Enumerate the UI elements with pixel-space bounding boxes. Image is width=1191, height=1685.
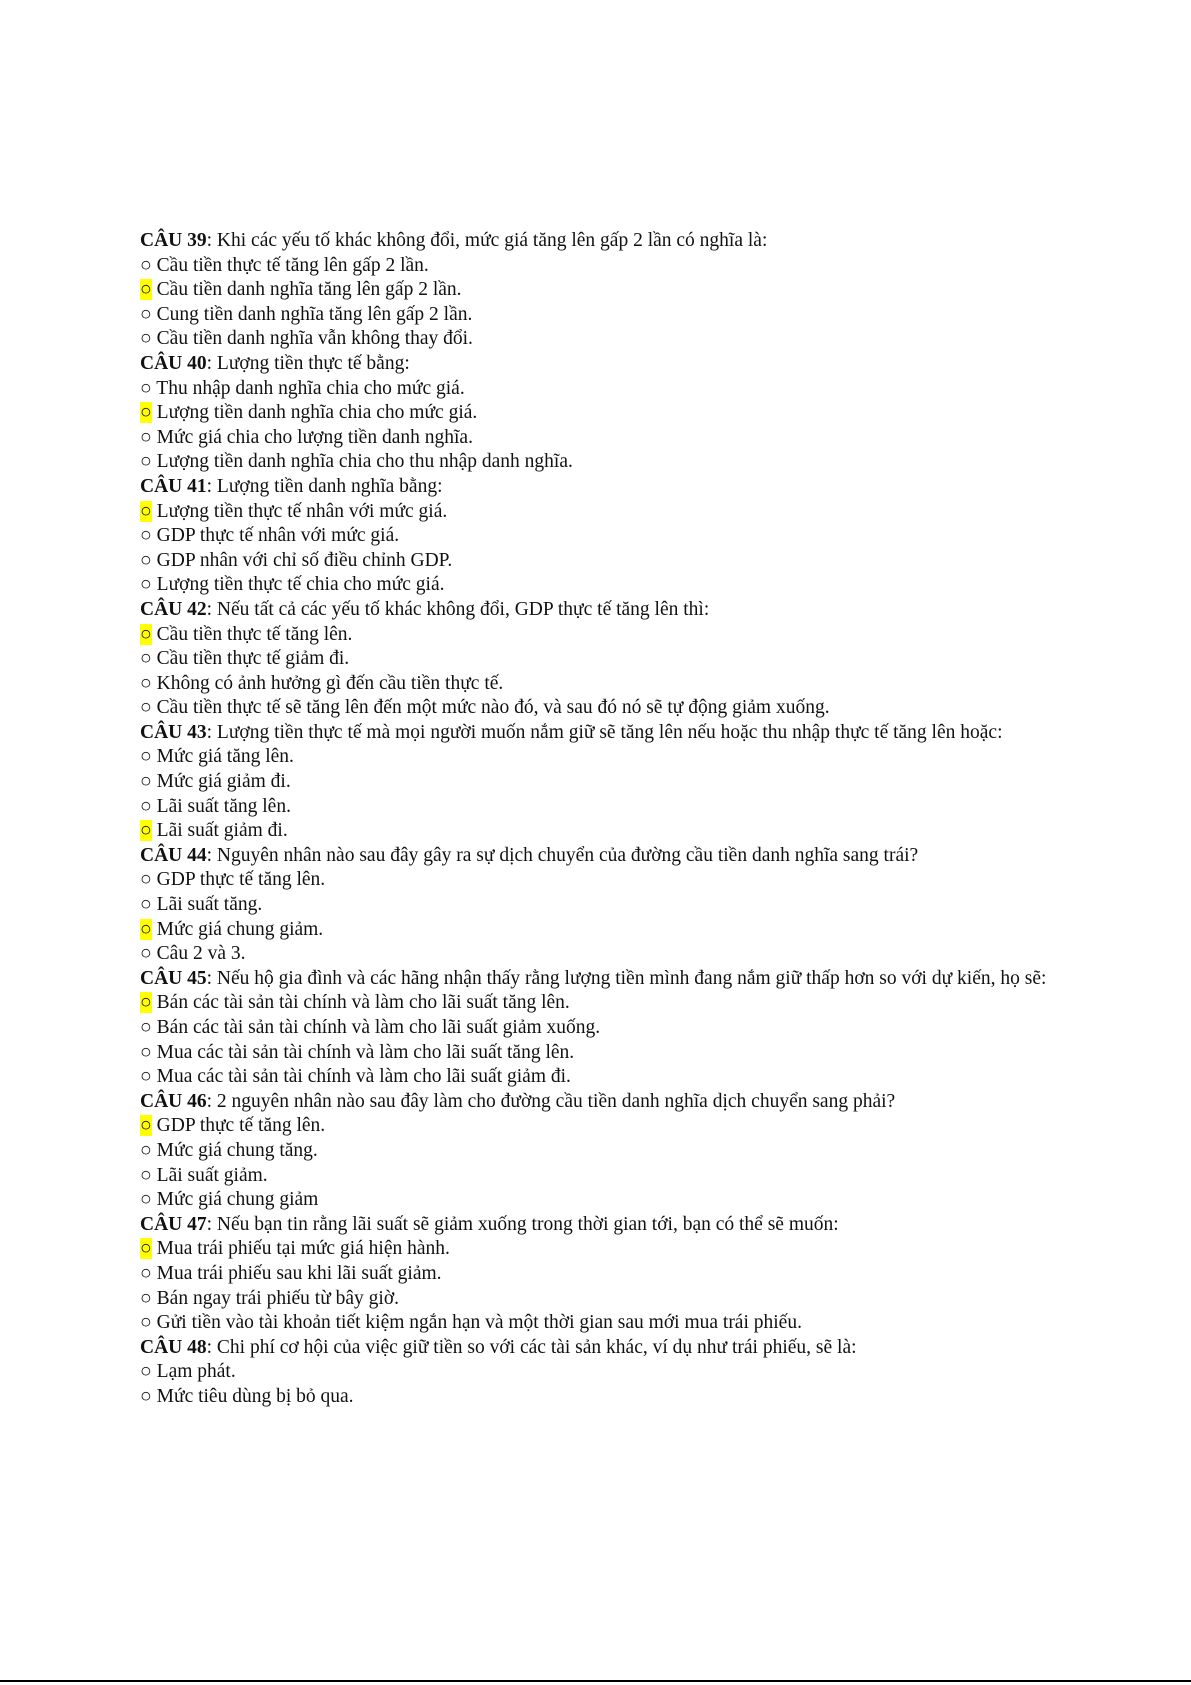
option-text: Mức giá chung giảm.	[151, 918, 324, 940]
answer-option	[140, 868, 1060, 893]
option-text: Bán các tài sản tài chính và làm cho lãi suất tăng lên.	[151, 992, 570, 1014]
circle-bullet-icon: ○	[140, 795, 152, 817]
answer-option	[140, 1287, 1060, 1312]
option-text: GDP thực tế tăng lên.	[151, 1115, 326, 1137]
option-text: Lãi suất tăng.	[151, 894, 263, 916]
circle-bullet-icon: ○	[140, 500, 152, 522]
option-text: Lạm phát.	[151, 1361, 236, 1383]
answer-option-correct	[140, 991, 1060, 1016]
option-text: Lãi suất tăng lên.	[151, 795, 291, 817]
circle-bullet-icon: ○	[140, 648, 152, 670]
question-text: : 2 nguyên nhân nào sau đây làm cho đường cầu tiền danh nghĩa dịch chuyển sang phải?	[206, 1090, 896, 1112]
answer-option	[140, 426, 1060, 451]
option-text: Gửi tiền vào tài khoản tiết kiệm ngắn hạn và một thời gian sau mới mua trái phiếu.	[151, 1312, 802, 1334]
circle-bullet-icon: ○	[140, 672, 152, 694]
option-text: GDP thực tế tăng lên.	[151, 869, 326, 891]
option-text: Mức giá chung giảm	[151, 1189, 319, 1211]
answer-option-correct	[140, 500, 1060, 525]
option-text: Cầu tiền danh nghĩa vẫn không thay đổi.	[151, 328, 473, 350]
option-text: Mức giá chung tăng.	[151, 1139, 318, 1161]
circle-bullet-icon: ○	[140, 377, 152, 399]
option-text: Mua trái phiếu sau khi lãi suất giảm.	[151, 1262, 442, 1284]
answer-option	[140, 647, 1060, 672]
circle-bullet-icon: ○	[140, 549, 152, 571]
answer-option	[140, 1139, 1060, 1164]
circle-bullet-icon: ○	[140, 623, 152, 645]
question-stem	[140, 229, 1060, 254]
answer-option	[140, 1385, 1060, 1410]
question-stem	[140, 352, 1060, 377]
circle-bullet-icon: ○	[140, 279, 152, 301]
option-text: Mức giá chia cho lượng tiền danh nghĩa.	[151, 426, 473, 448]
option-text: Cầu tiền danh nghĩa tăng lên gấp 2 lần.	[151, 279, 462, 301]
question-number: CÂU 39	[140, 230, 207, 251]
answer-option	[140, 450, 1060, 475]
question-text: : Nguyên nhân nào sau đây gây ra sự dịch chuyển của đường cầu tiền danh nghĩa sang trái?	[206, 844, 919, 866]
page-bottom-rule	[0, 1680, 1191, 1682]
question-stem	[140, 721, 1060, 746]
option-text: Lượng tiền thực tế chia cho mức giá.	[151, 574, 445, 596]
answer-option	[140, 254, 1060, 279]
circle-bullet-icon: ○	[140, 992, 152, 1014]
answer-option-correct	[140, 1237, 1060, 1262]
question-number: CÂU 46	[140, 1090, 207, 1112]
option-text: Lãi suất giảm đi.	[151, 820, 288, 842]
circle-bullet-icon: ○	[140, 426, 152, 448]
answer-option	[140, 745, 1060, 770]
option-text: Mua trái phiếu tại mức giá hiện hành.	[151, 1238, 450, 1260]
circle-bullet-icon: ○	[140, 1238, 152, 1260]
circle-bullet-icon: ○	[140, 771, 152, 793]
question-stem	[140, 1090, 1060, 1115]
option-text: Cầu tiền thực tế sẽ tăng lên đến một mức nào đó, và sau đó nó sẽ tự động giảm xuống.	[151, 697, 830, 719]
answer-option	[140, 942, 1060, 967]
circle-bullet-icon: ○	[140, 1115, 152, 1137]
circle-bullet-icon: ○	[140, 1189, 152, 1211]
question-number: CÂU 48	[140, 1336, 207, 1358]
question-number: CÂU 41	[140, 475, 207, 497]
answer-option	[140, 1311, 1060, 1336]
circle-bullet-icon: ○	[140, 894, 152, 916]
answer-option	[140, 1065, 1060, 1090]
question-number: CÂU 44	[140, 844, 207, 866]
option-text: Mua các tài sản tài chính và làm cho lãi suất tăng lên.	[151, 1041, 575, 1063]
option-text: Lượng tiền danh nghĩa chia cho thu nhập danh nghĩa.	[151, 451, 573, 473]
circle-bullet-icon: ○	[140, 525, 152, 547]
circle-bullet-icon: ○	[140, 1066, 152, 1088]
answer-option	[140, 327, 1060, 352]
answer-option-correct	[140, 918, 1060, 943]
question-number: CÂU 43	[140, 721, 207, 743]
question-text: : Lượng tiền thực tế mà mọi người muốn nắm giữ sẽ tăng lên nếu hoặc thu nhập thực tế tăng lên hoặc:	[206, 721, 1003, 743]
question-text: : Lượng tiền thực tế bằng:	[206, 352, 410, 374]
circle-bullet-icon: ○	[140, 1287, 152, 1309]
answer-option	[140, 672, 1060, 697]
option-text: GDP thực tế nhân với mức giá.	[151, 525, 400, 547]
option-text: GDP nhân với chỉ số điều chỉnh GDP.	[151, 549, 453, 571]
answer-option	[140, 795, 1060, 820]
option-text: Cung tiền danh nghĩa tăng lên gấp 2 lần.	[151, 303, 473, 325]
question-text: : Khi các yếu tố khác không đổi, mức giá tăng lên gấp 2 lần có nghĩa là:	[206, 230, 768, 251]
circle-bullet-icon: ○	[140, 402, 152, 424]
document-body	[140, 229, 1060, 1410]
circle-bullet-icon: ○	[140, 451, 152, 473]
option-text: Bán ngay trái phiếu từ bây giờ.	[151, 1287, 400, 1309]
circle-bullet-icon: ○	[140, 1385, 152, 1407]
option-text: Lượng tiền danh nghĩa chia cho mức giá.	[151, 402, 478, 424]
question-number: CÂU 40	[140, 352, 207, 374]
option-text: Không có ảnh hưởng gì đến cầu tiền thực tế.	[151, 672, 504, 694]
answer-option	[140, 696, 1060, 721]
option-text: Câu 2 và 3.	[151, 943, 246, 965]
question-stem	[140, 967, 1060, 992]
question-text: : Nếu bạn tin rằng lãi suất sẽ giảm xuống trong thời gian tới, bạn có thể sẽ muốn:	[206, 1213, 839, 1235]
circle-bullet-icon: ○	[140, 918, 152, 940]
answer-option	[140, 303, 1060, 328]
circle-bullet-icon: ○	[140, 746, 152, 768]
option-text: Lượng tiền thực tế nhân với mức giá.	[151, 500, 448, 522]
answer-option	[140, 1188, 1060, 1213]
option-text: Cầu tiền thực tế tăng lên.	[151, 623, 353, 645]
option-text: Cầu tiền thực tế giảm đi.	[151, 648, 350, 670]
question-number: CÂU 42	[140, 598, 207, 620]
circle-bullet-icon: ○	[140, 1312, 152, 1334]
option-text: Mức giá tăng lên.	[151, 746, 294, 768]
option-text: Mức tiêu dùng bị bỏ qua.	[151, 1385, 354, 1407]
option-text: Mua các tài sản tài chính và làm cho lãi suất giảm đi.	[151, 1066, 571, 1088]
option-text: Cầu tiền thực tế tăng lên gấp 2 lần.	[151, 254, 429, 276]
option-text: Thu nhập danh nghĩa chia cho mức giá.	[151, 377, 465, 399]
circle-bullet-icon: ○	[140, 943, 152, 965]
circle-bullet-icon: ○	[140, 1139, 152, 1161]
question-stem	[140, 844, 1060, 869]
question-stem	[140, 1336, 1060, 1361]
question-stem	[140, 1213, 1060, 1238]
answer-option	[140, 1164, 1060, 1189]
question-number: CÂU 45	[140, 967, 207, 989]
circle-bullet-icon: ○	[140, 1361, 152, 1383]
circle-bullet-icon: ○	[140, 869, 152, 891]
question-number: CÂU 47	[140, 1213, 207, 1235]
circle-bullet-icon: ○	[140, 574, 152, 596]
circle-bullet-icon: ○	[140, 303, 152, 325]
answer-option-correct	[140, 278, 1060, 303]
answer-option	[140, 1016, 1060, 1041]
answer-option	[140, 1041, 1060, 1066]
question-text: : Lượng tiền danh nghĩa bằng:	[206, 475, 443, 497]
answer-option	[140, 377, 1060, 402]
circle-bullet-icon: ○	[140, 328, 152, 350]
answer-option-correct	[140, 401, 1060, 426]
answer-option	[140, 524, 1060, 549]
answer-option	[140, 1262, 1060, 1287]
circle-bullet-icon: ○	[140, 1164, 152, 1186]
question-text: : Chi phí cơ hội của việc giữ tiền so với các tài sản khác, ví dụ như trái phiếu, sẽ là:	[206, 1336, 857, 1358]
question-stem	[140, 475, 1060, 500]
circle-bullet-icon: ○	[140, 1017, 152, 1038]
answer-option	[140, 549, 1060, 574]
circle-bullet-icon: ○	[140, 820, 152, 842]
answer-option	[140, 770, 1060, 795]
circle-bullet-icon: ○	[140, 697, 152, 719]
answer-option	[140, 1360, 1060, 1385]
question-stem	[140, 598, 1060, 623]
answer-option	[140, 893, 1060, 918]
question-text: : Nếu tất cả các yếu tố khác không đổi, GDP thực tế tăng lên thì:	[206, 598, 710, 620]
answer-option-correct	[140, 819, 1060, 844]
circle-bullet-icon: ○	[140, 254, 152, 276]
option-text: Bán các tài sản tài chính và làm cho lãi suất giảm xuống.	[151, 1017, 601, 1038]
option-text: Lãi suất giảm.	[151, 1164, 268, 1186]
option-text: Mức giá giảm đi.	[151, 771, 291, 793]
answer-option-correct	[140, 623, 1060, 648]
circle-bullet-icon: ○	[140, 1262, 152, 1284]
circle-bullet-icon: ○	[140, 1041, 152, 1063]
answer-option-correct	[140, 1114, 1060, 1139]
question-text: : Nếu hộ gia đình và các hãng nhận thấy rằng lượng tiền mình đang nắm giữ thấp hơn so với dự kiến, họ sẽ:	[206, 967, 1047, 989]
answer-option	[140, 573, 1060, 598]
